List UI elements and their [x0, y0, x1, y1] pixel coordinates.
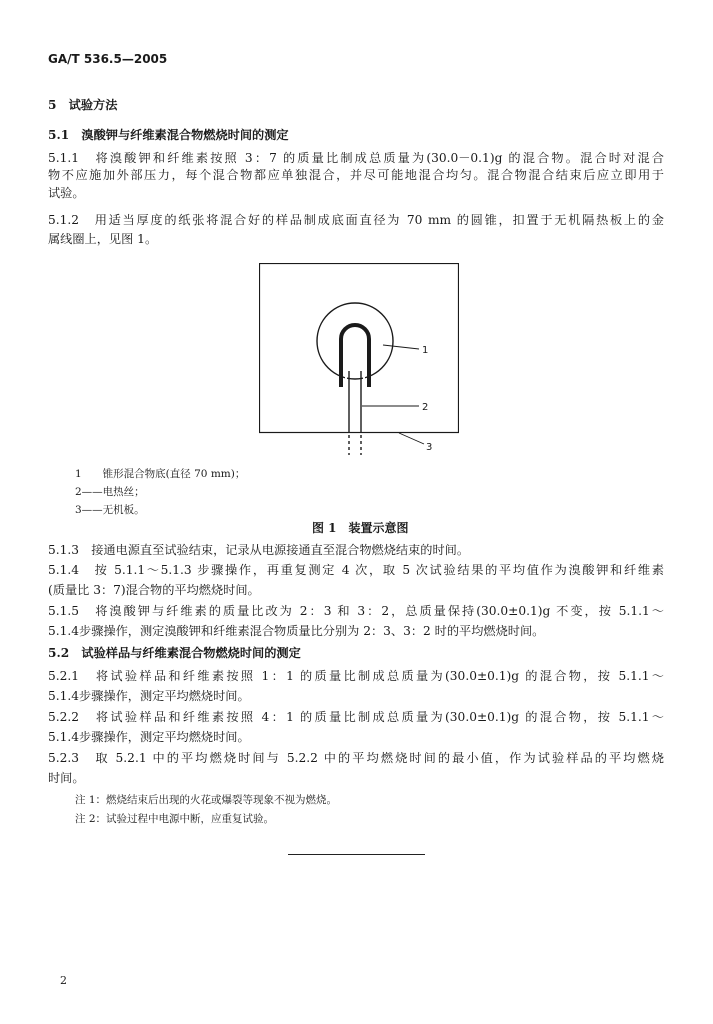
clause-5-1-5-line-1: 5.1.5 将溴酸钾与纤维素的质量比改为 2：3 和 3：2，总质量保持(30.0±0.1)g 不变，按 5.1.1～ [48, 604, 664, 618]
figure-1-caption: 图 1 装置示意图 [312, 521, 409, 535]
clause-5-1-5-line-2: 5.1.4步骤操作，测定溴酸钾和纤维素混合物质量比分别为 2：3、3：2 时的平均燃烧时间。 [48, 624, 545, 638]
clause-5-2-2-line-1: 5.2.2 将试验样品和纤维素按照 4：1 的质量比制成总质量为(30.0±0.1)g 的混合物，按 5.1.1～ [48, 710, 664, 724]
legend-item-3: 3——无机板。 [75, 504, 145, 516]
page-number: 2 [60, 974, 67, 987]
legend-item-2: 2——电热丝； [75, 486, 145, 498]
callout-2: 2 [422, 402, 429, 413]
clause-5-1-1-line-3: 试验。 [48, 186, 85, 200]
clause-5-2-1-line-1: 5.2.1 将试验样品和纤维素按照 1：1 的质量比制成总质量为(30.0±0.1)g 的混合物，按 5.1.1～ [48, 669, 664, 683]
clause-5-1-3: 5.1.3 接通电源直至试验结束，记录从电源接通直至混合物燃烧结束的时间。 [48, 543, 470, 557]
note-2: 注 2：试验过程中电源中断，应重复试验。 [75, 813, 275, 825]
callout-3: 3 [426, 442, 433, 453]
section-5-2-title: 5.2 试验样品与纤维素混合物燃烧时间的测定 [48, 646, 301, 660]
end-rule [288, 854, 425, 855]
clause-5-1-4-line-2: (质量比 3：7)混合物的平均燃烧时间。 [48, 583, 260, 597]
legend-item-1: 1 锥形混合物底(直径 70 mm)； [75, 468, 246, 480]
section-5-title: 5 试验方法 [48, 98, 118, 112]
leader-line-1 [383, 345, 419, 349]
clause-5-1-2-line-2: 属线圈上，见图 1。 [48, 232, 158, 246]
clause-5-1-1-line-1: 5.1.1 将溴酸钾和纤维素按照 3：7 的质量比制成总质量为(30.0－0.1)g 的混合物。混合时对混合 [48, 151, 664, 165]
clause-5-2-3-line-1: 5.2.3 取 5.2.1 中的平均燃烧时间与 5.2.2 中的平均燃烧时间的最小值，作为试验样品的平均燃烧 [48, 751, 664, 765]
apparatus-diagram [259, 263, 459, 463]
callout-1: 1 [422, 345, 429, 356]
clause-5-1-4-line-1: 5.1.4 按 5.1.1～5.1.3 步骤操作，再重复测定 4 次，取 5 次试验结果的平均值作为溴酸钾和纤维素 [48, 563, 664, 577]
standard-code-header: GA/T 536.5—2005 [48, 52, 168, 66]
note-1: 注 1：燃烧结束后出现的火花或爆裂等现象不视为燃烧。 [75, 794, 338, 806]
clause-5-2-3-line-2: 时间。 [48, 771, 85, 785]
leader-line-3 [399, 433, 424, 444]
clause-5-1-1-line-2: 物不应施加外部压力，每个混合物都应单独混合，并尽可能地混合均匀。混合物混合结束后应立即用于 [48, 168, 664, 182]
section-5-1-title: 5.1 溴酸钾与纤维素混合物燃烧时间的测定 [48, 128, 289, 142]
clause-5-2-1-line-2: 5.1.4步骤操作，测定平均燃烧时间。 [48, 689, 250, 703]
clause-5-1-2-line-1: 5.1.2 用适当厚度的纸张将混合好的样品制成底面直径为 70 mm 的圆锥，扣置于无机隔热板上的金 [48, 213, 664, 227]
inorganic-plate-outline [260, 264, 459, 433]
clause-5-2-2-line-2: 5.1.4步骤操作，测定平均燃烧时间。 [48, 730, 250, 744]
cone-base-circle [317, 303, 393, 379]
